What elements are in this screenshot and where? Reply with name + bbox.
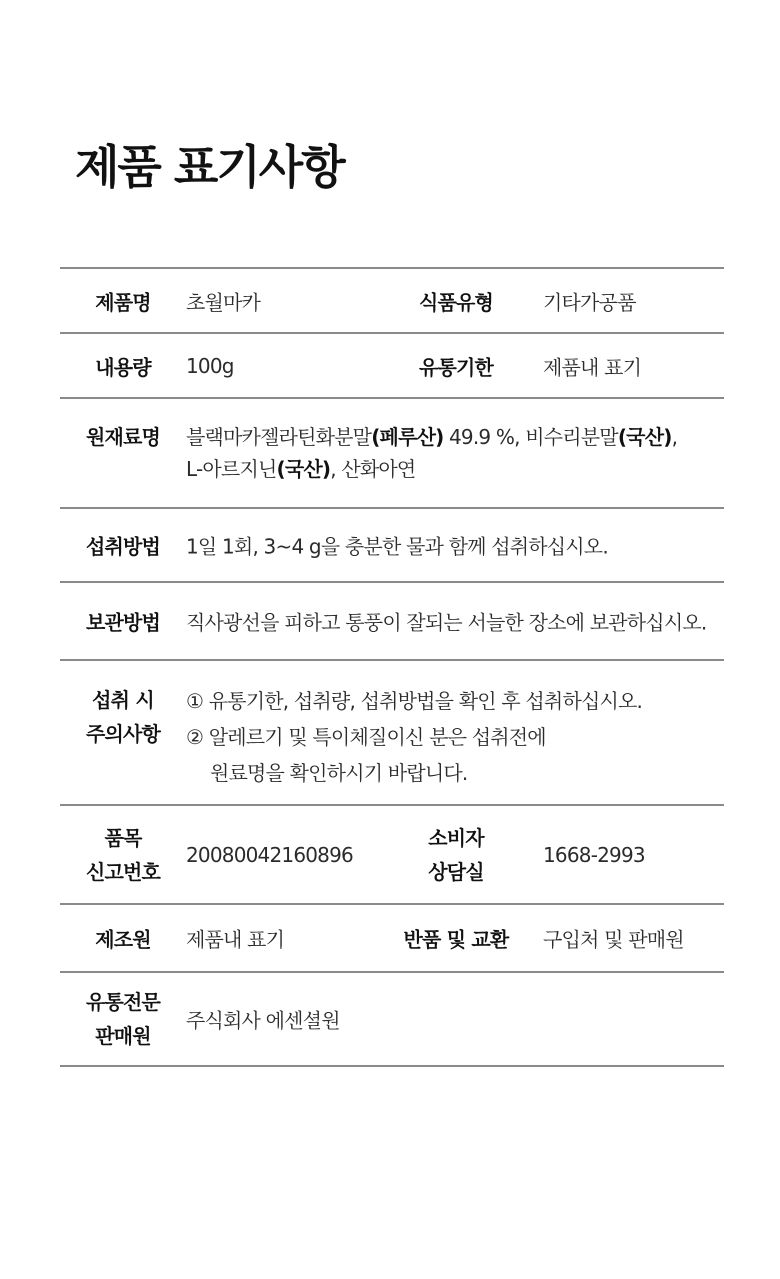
consumer-center-phone: 1668-2993 (543, 842, 645, 867)
origin-korea: (국산) (276, 457, 331, 481)
ingredients-value (186, 421, 677, 485)
intake-label: 섭취방법 (85, 534, 161, 559)
row-maker (60, 905, 724, 973)
report-label: 품목 신고번호 (85, 825, 161, 884)
row-seller (60, 973, 724, 1067)
origin-korea: (국산) (617, 425, 672, 449)
row-intake (60, 509, 724, 583)
ingredients-line-1: 블랙마카젤라틴화분말(페루산) 49.9 %, 비수리분말(국산), (186, 425, 678, 449)
expiry-label: 유통기한 (418, 355, 494, 379)
circled-one-icon: ① (186, 689, 204, 713)
caution-note-2: ② 알레르기 및 특이체질이신 분은 섭취전에 (186, 725, 546, 749)
content-value: 100g (186, 353, 234, 378)
product-name-value: 초월마카 (186, 290, 261, 314)
food-type-label: 식품유형 (418, 290, 494, 314)
return-exchange-label: 반품 및 교환 (403, 927, 509, 952)
page-title: 제품 표기사항 (75, 140, 344, 194)
caution-label: 섭취 시 주의사항 (85, 688, 161, 746)
row-caution (60, 661, 724, 806)
storage-label: 보관방법 (85, 610, 161, 635)
row-storage (60, 583, 724, 661)
origin-peru: (페루산) (371, 425, 444, 449)
product-name-label: 제품명 (95, 290, 151, 314)
seller-label: 유통전문 판매원 (85, 990, 161, 1048)
maker-value: 제품내 표기 (186, 927, 285, 952)
row-report (60, 806, 724, 905)
content-label: 내용량 (95, 355, 151, 379)
product-info-table (60, 267, 724, 1067)
caution-note-1: ① 유통기한, 섭취량, 섭취방법을 확인 후 섭취하십시오. (186, 689, 643, 713)
intake-value: 1일 1회, 3~4 g을 충분한 물과 함께 섭취하십시오. (186, 534, 608, 559)
food-type-value: 기타가공품 (543, 290, 636, 314)
expiry-value: 제품내 표기 (543, 355, 642, 379)
seller-value: 주식회사 에센셜원 (186, 1008, 340, 1033)
row-ingredients (60, 399, 724, 509)
ingredients-label: 원재료명 (85, 425, 161, 449)
caution-notes (186, 683, 642, 791)
ingredients-line-2: L-아르지닌(국산), 산화아연 (186, 457, 416, 481)
row-product-name (60, 269, 724, 334)
circled-two-icon: ② (186, 725, 204, 749)
caution-note-2-cont: 원료명을 확인하시기 바랍니다. (210, 761, 468, 785)
return-exchange-value: 구입처 및 판매원 (543, 927, 684, 952)
report-number-value: 20080042160896 (186, 842, 353, 867)
row-content (60, 334, 724, 399)
consumer-center-label: 소비자 상담실 (428, 825, 484, 884)
maker-label: 제조원 (95, 927, 151, 952)
storage-value: 직사광선을 피하고 통풍이 잘되는 서늘한 장소에 보관하십시오. (186, 610, 707, 635)
